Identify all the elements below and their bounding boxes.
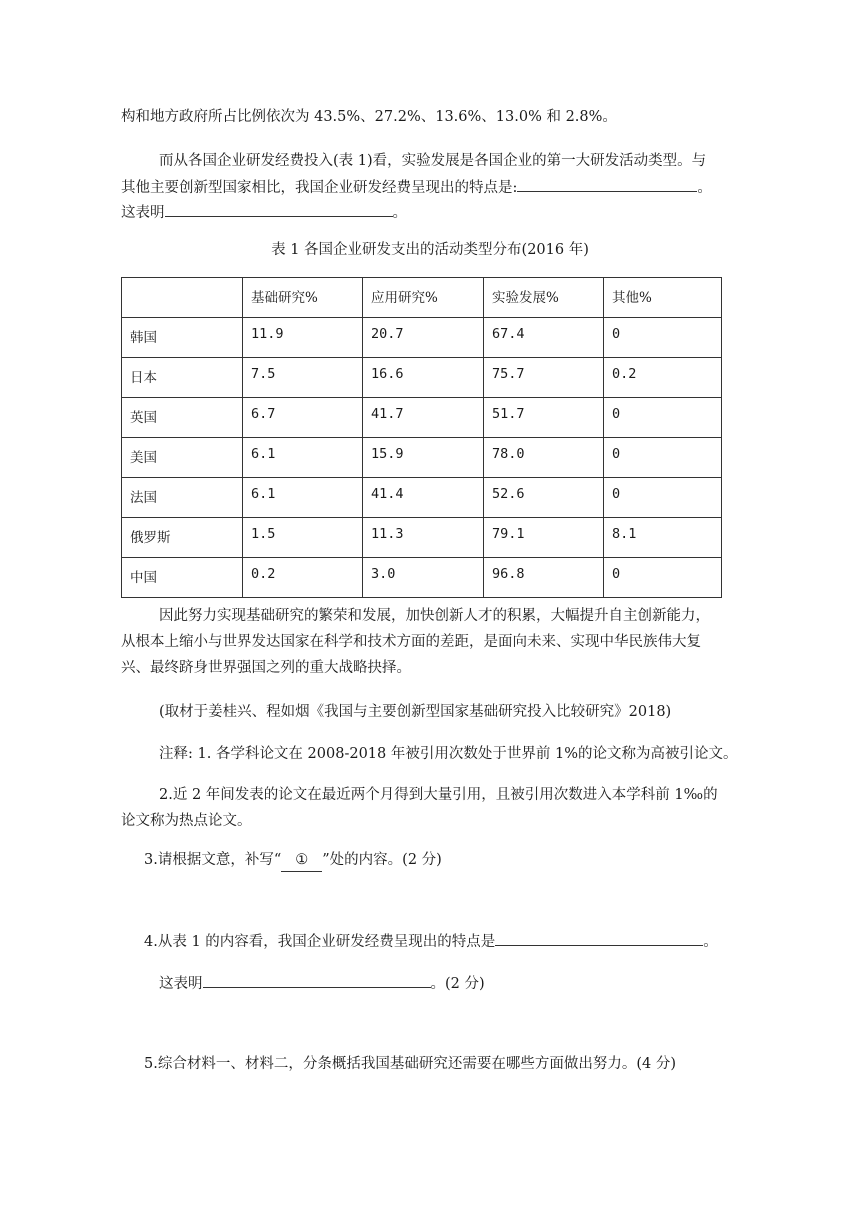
question-3-text-end: ”处的内容。(2 分) — [322, 852, 442, 868]
value-cell: 0 — [604, 558, 722, 598]
value-cell: 15.9 — [363, 438, 484, 478]
value-cell: 0 — [604, 478, 722, 518]
table-row — [122, 438, 722, 478]
country-cell: 美国 — [122, 438, 243, 478]
value-cell: 11.3 — [363, 518, 484, 558]
table-row — [122, 398, 722, 438]
note-2-line2: 论文称为热点论文。 — [121, 813, 252, 829]
table-row — [122, 478, 722, 518]
table-row — [122, 518, 722, 558]
value-cell: 0 — [604, 438, 722, 478]
para2-line3: 兴、最终跻身世界强国之列的重大战略抉择。 — [121, 660, 411, 676]
question-4-line2-text: 这表明 — [159, 976, 203, 992]
country-cell: 法国 — [122, 478, 243, 518]
value-cell: 6.7 — [243, 398, 363, 438]
table-caption: 表 1 各国企业研发支出的活动类型分布(2016 年) — [271, 242, 589, 258]
para2-line1: 因此努力实现基础研究的繁荣和发展，加快创新人才的积累，大幅提升自主创新能力， — [159, 608, 710, 624]
table-row — [122, 318, 722, 358]
question-4-line2-end: 。(2 分) — [430, 976, 485, 992]
value-cell: 8.1 — [604, 518, 722, 558]
para1-line2-text: 其他主要创新型国家相比，我国企业研发经费呈现出的特点是: — [121, 180, 518, 196]
value-cell: 78.0 — [484, 438, 604, 478]
value-cell: 67.4 — [484, 318, 604, 358]
value-cell: 20.7 — [363, 318, 484, 358]
country-cell: 日本 — [122, 358, 243, 398]
value-cell: 52.6 — [484, 478, 604, 518]
value-cell: 41.7 — [363, 398, 484, 438]
country-cell: 韩国 — [122, 318, 243, 358]
para1-line3-text: 这表明 — [121, 205, 165, 221]
value-cell: 51.7 — [484, 398, 604, 438]
para2-line2: 从根本上缩小与世界发达国家在科学和技术方面的差距，是面向未来、实现中华民族伟大复 — [121, 634, 701, 650]
value-cell: 0.2 — [604, 358, 722, 398]
question-4-end: 。 — [703, 934, 718, 950]
table-header-cell: 基础研究% — [243, 278, 363, 318]
value-cell: 6.1 — [243, 438, 363, 478]
answer-blank — [495, 930, 703, 946]
table-row — [122, 558, 722, 598]
rd-activity-table — [121, 277, 722, 598]
value-cell: 11.9 — [243, 318, 363, 358]
value-cell: 6.1 — [243, 478, 363, 518]
table-header-cell — [122, 278, 243, 318]
table-header-cell: 其他% — [604, 278, 722, 318]
country-cell: 俄罗斯 — [122, 518, 243, 558]
para1-line3-end: 。 — [392, 205, 407, 221]
question-3-text: 3.请根据文意，补写“ — [144, 852, 282, 868]
note-2-line1: 2.近 2 年间发表的论文在最近两个月得到大量引用，且被引用次数进入本学科前 1‰的 — [159, 787, 718, 803]
question-4-line1 — [144, 930, 718, 953]
value-cell: 0 — [604, 398, 722, 438]
question-5: 5.综合材料一、材料二，分条概括我国基础研究还需要在哪些方面做出努力。(4 分) — [144, 1056, 676, 1072]
para1-line3 — [121, 201, 407, 224]
question-4-text: 4.从表 1 的内容看，我国企业研发经费呈现出的特点是 — [144, 934, 496, 950]
para1-line1: 而从各国企业研发经费投入(表 1)看，实验发展是各国企业的第一大研发活动类型。与 — [159, 153, 707, 169]
value-cell: 3.0 — [363, 558, 484, 598]
value-cell: 0.2 — [243, 558, 363, 598]
value-cell: 1.5 — [243, 518, 363, 558]
source-citation: (取材于姜桂兴、程如烟《我国与主要创新型国家基础研究投入比较研究》2018) — [159, 704, 672, 720]
table-header-row — [122, 278, 722, 318]
country-cell: 英国 — [122, 398, 243, 438]
para1-line2 — [121, 176, 712, 199]
answer-blank — [165, 201, 393, 217]
table-row — [122, 358, 722, 398]
country-cell: 中国 — [122, 558, 243, 598]
answer-blank — [203, 972, 431, 988]
circled-blank-marker: ① — [281, 849, 322, 872]
note-1: 注释: 1. 各学科论文在 2008-2018 年被引用次数处于世界前 1%的论文称为高被引论文。 — [159, 746, 738, 762]
intro-line: 构和地方政府所占比例依次为 43.5%、27.2%、13.6%、13.0% 和 2.8%。 — [121, 109, 617, 125]
value-cell: 0 — [604, 318, 722, 358]
value-cell: 75.7 — [484, 358, 604, 398]
table-header-cell: 应用研究% — [363, 278, 484, 318]
question-3 — [144, 849, 442, 872]
question-4-line2 — [159, 972, 485, 995]
answer-blank — [517, 176, 697, 192]
value-cell: 96.8 — [484, 558, 604, 598]
value-cell: 41.4 — [363, 478, 484, 518]
value-cell: 7.5 — [243, 358, 363, 398]
value-cell: 79.1 — [484, 518, 604, 558]
table-header-cell: 实验发展% — [484, 278, 604, 318]
para1-line2-end: 。 — [697, 180, 712, 196]
value-cell: 16.6 — [363, 358, 484, 398]
